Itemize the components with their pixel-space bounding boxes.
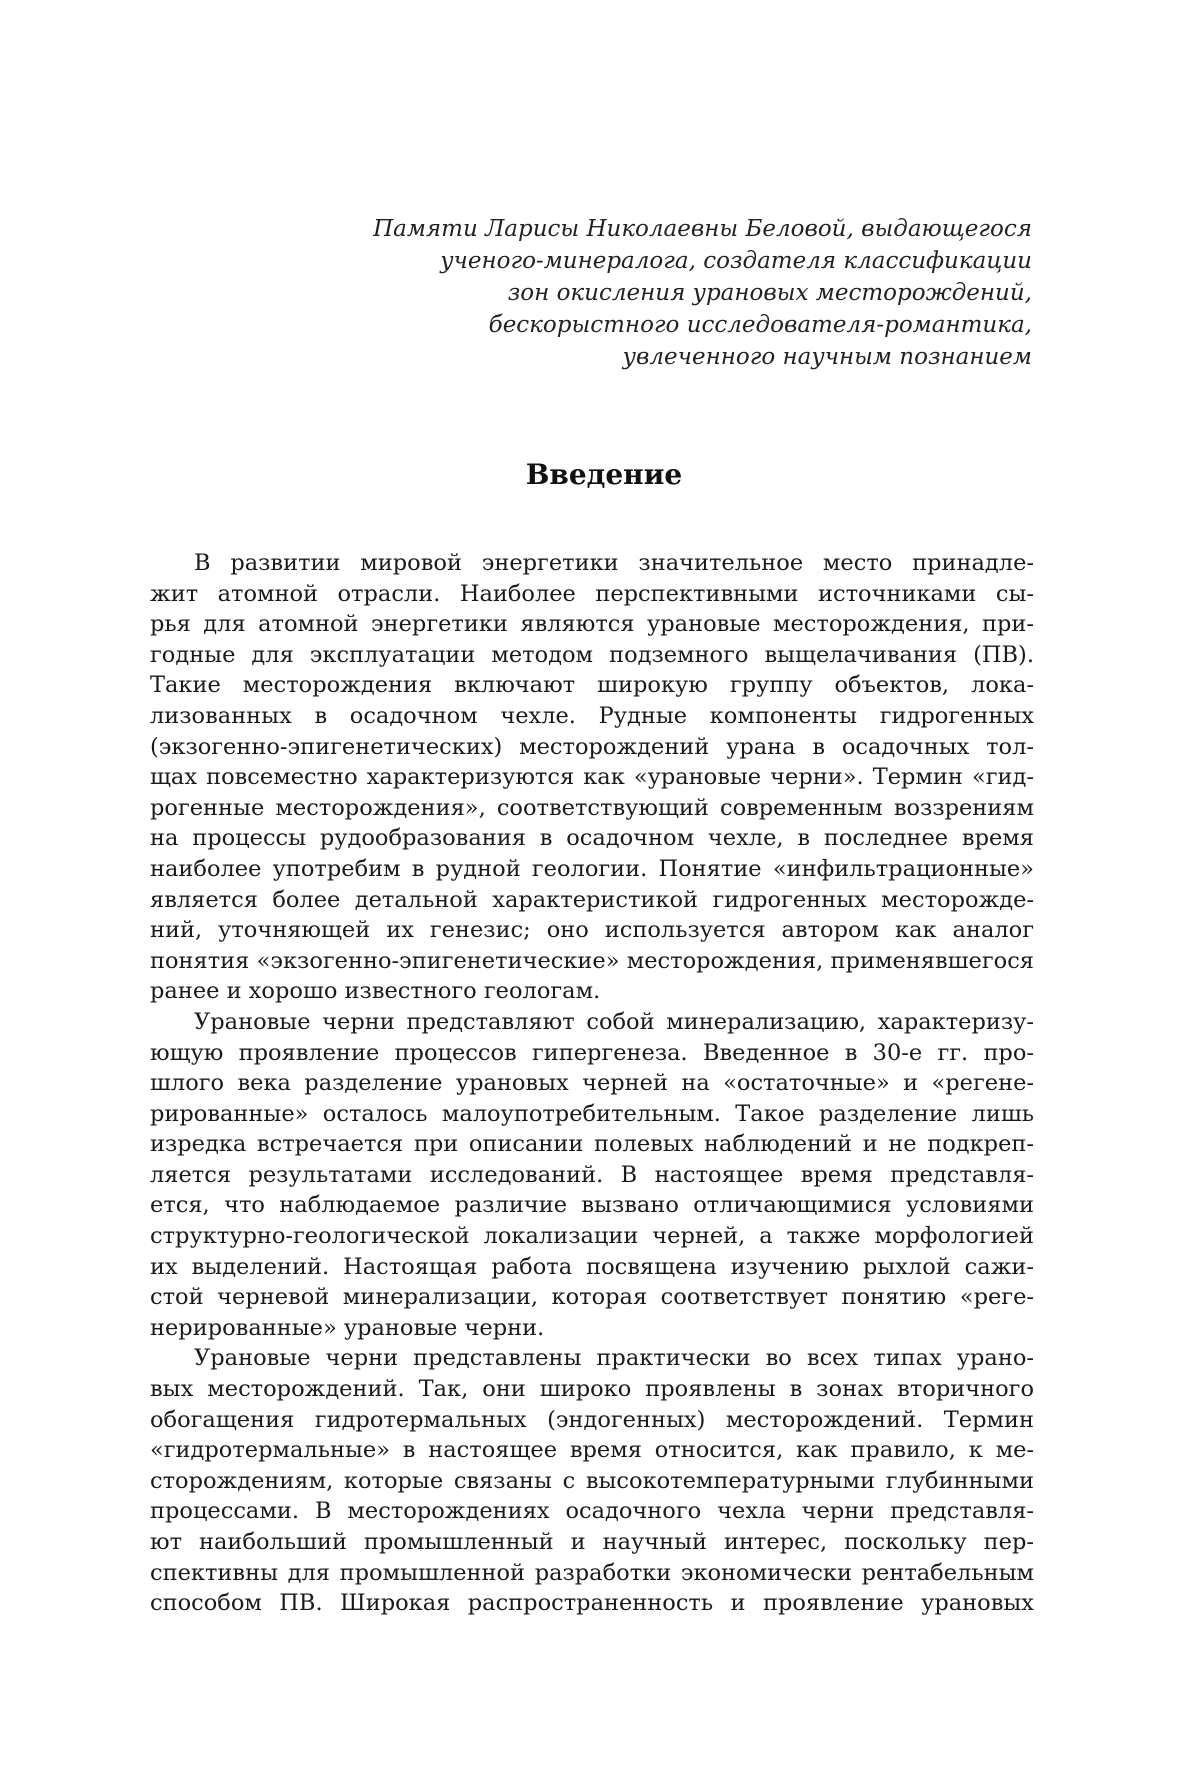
dedication-line: ученого-минералога, создателя классификации [440, 248, 1032, 274]
text-line: жит атомной отрасли. Наиболее перспективными источниками сы- [150, 580, 1034, 607]
paragraph [150, 548, 1034, 1007]
text-line: Урановые черни представляют собой минерализацию, характеризу- [194, 1008, 1034, 1035]
text-line: рья для атомной энергетики являются урановые месторождения, при- [150, 611, 1034, 638]
text-line: наиболее употребим в рудной геологии. Понятие «инфильтрационные» [150, 855, 1034, 882]
text-line: структурно-геологической локализации черней, а также морфологией [150, 1223, 1034, 1250]
text-line: спективны для промышленной разработки экономически рентабельным [150, 1559, 1034, 1586]
text-line: на процессы рудообразования в осадочном чехле, в последнее время [150, 825, 1034, 852]
text-line: ний, уточняющей их генезис; оно используется автором как аналог [150, 917, 1034, 944]
text-line: шлого века разделение урановых черней на «остаточные» и «регене- [150, 1070, 1034, 1097]
text-line: является более детальной характеристикой гидрогенных месторожде- [150, 886, 1034, 913]
text-line: ляется результатами исследований. В настоящее время представля- [150, 1161, 1034, 1188]
body-text [150, 548, 1034, 1619]
text-line: ющую проявление процессов гипергенеза. Введенное в 30-е гг. про- [150, 1039, 1034, 1066]
text-line: рированные» осталось малоупотребительным. Такое разделение лишь [150, 1100, 1034, 1127]
text-line: их выделений. Настоящая работа посвящена изучению рыхлой сажи- [150, 1253, 1034, 1280]
text-line: Такие месторождения включают широкую группу объектов, лока- [150, 672, 1034, 699]
text-line: щах повсеместно характеризуются как «урановые черни». Термин «гид- [150, 764, 1034, 791]
text-line: стой черневой минерализации, которая соответствует понятию «реге- [150, 1284, 1034, 1311]
text-line: сторождениям, которые связаны с высокотемпературными глубинными [150, 1467, 1034, 1494]
paragraph [150, 1343, 1034, 1618]
paragraph [150, 1007, 1034, 1344]
text-line: ют наибольший промышленный и научный интерес, поскольку пер- [150, 1529, 1034, 1555]
text-line: способом ПВ. Широкая распространенность и проявление урановых [150, 1590, 1034, 1617]
dedication-line: Памяти Ларисы Николаевны Беловой, выдающегося [373, 216, 1032, 242]
dedication-line: увлеченного научным познанием [622, 344, 1032, 370]
text-line: понятия «экзогенно-эпигенетические» месторождения, применявшегося [150, 947, 1034, 974]
text-line: (экзогенно-эпигенетических) месторождений урана в осадочных тол- [150, 733, 1034, 760]
text-line: процессами. В месторождениях осадочного чехла черни представля- [150, 1498, 1034, 1525]
text-line: лизованных в осадочном чехле. Рудные компоненты гидрогенных [150, 702, 1034, 729]
text-line: В развитии мировой энергетики значительное место принадле- [194, 550, 1034, 576]
text-line: годные для эксплуатации методом подземного выщелачивания (ПВ). [150, 641, 1034, 668]
dedication-line: зон окисления урановых месторождений, [507, 280, 1032, 306]
text-line: изредка встречается при описании полевых наблюдений и не подкреп- [150, 1131, 1034, 1158]
text-line: Урановые черни представлены практически во всех типах урано- [194, 1345, 1034, 1372]
text-line: вых месторождений. Так, они широко проявлены в зонах вторичного [150, 1376, 1034, 1403]
dedication-line: бескорыстного исследователя-романтика, [488, 312, 1032, 338]
text-line: нерированные» урановые черни. [150, 1314, 545, 1341]
text-line: «гидротермальные» в настоящее время относится, как правило, к ме- [150, 1437, 1034, 1464]
dedication-epigraph [272, 213, 1032, 373]
text-line: рогенные месторождения», соответствующий современным воззрениям [150, 794, 1034, 821]
text-line: ется, что наблюдаемое различие вызвано отличающимися условиями [150, 1192, 1034, 1219]
section-heading: Введение [525, 458, 683, 491]
text-line: обогащения гидротермальных (эндогенных) месторождений. Термин [150, 1406, 1034, 1433]
text-line: ранее и хорошо известного геологам. [150, 978, 601, 1005]
